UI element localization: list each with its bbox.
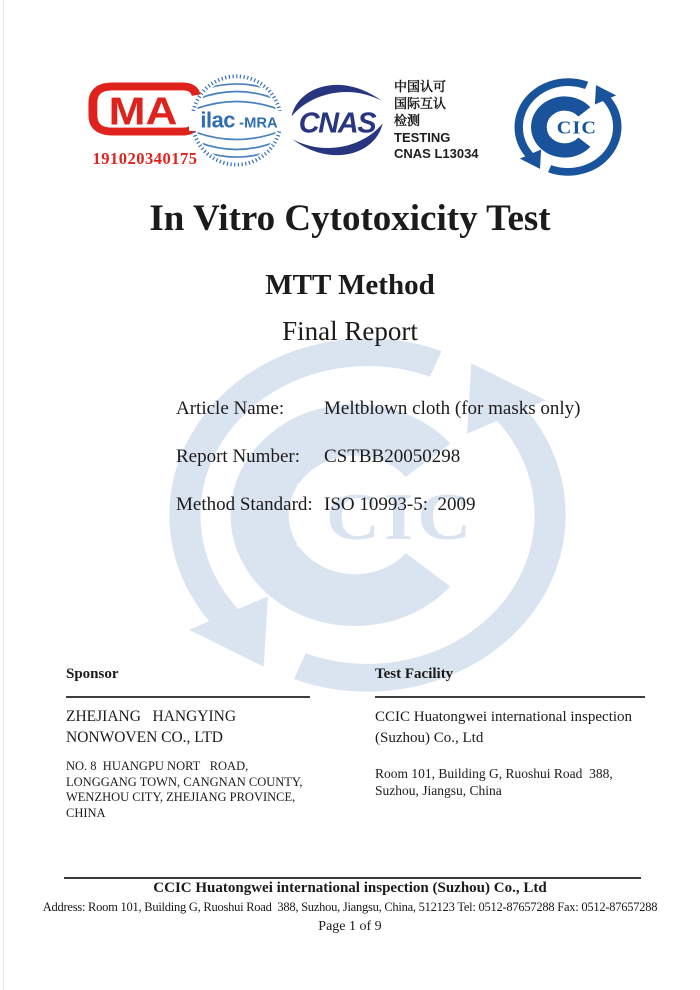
detail-label: Method Standard: — [176, 494, 313, 515]
footer-address: Address: Room 101, Building G, Ruoshui Road 388, Suzhou, Jiangsu, China, 512123 Tel: 0512-87657288 Fax: 0512-87657288 — [42, 900, 658, 914]
report-type-title: Final Report — [282, 316, 418, 346]
sponsor-address-line: NO. 8 HUANGPU NORT ROAD, — [66, 759, 249, 773]
detail-value: CSTBB20050298 — [324, 446, 461, 467]
detail-label: Article Name: — [176, 398, 285, 419]
test-facility-company-line: (Suzhou) Co., Ltd — [375, 730, 484, 746]
detail-value: Meltblown cloth (for masks only) — [324, 398, 581, 419]
sponsor-section — [66, 666, 310, 821]
ccic-logo — [512, 76, 624, 178]
method-title: MTT Method — [265, 269, 435, 301]
detail-label: Report Number: — [176, 446, 301, 467]
cma-mark-icon — [86, 76, 204, 142]
detail-row-article-name — [176, 396, 580, 421]
scan-edge-line — [3, 0, 4, 990]
accreditation-line-cn3: 检测 — [394, 114, 421, 129]
test-facility-address-line: Suzhou, Jiangsu, China — [375, 782, 502, 798]
sponsor-divider — [66, 696, 310, 698]
cma-logo — [86, 76, 204, 169]
testing-label: TESTING — [394, 130, 451, 145]
test-facility-company — [375, 707, 645, 749]
ilac-text: ilac — [200, 107, 235, 133]
accreditation-text — [394, 79, 479, 162]
main-title: In Vitro Cytotoxicity Test — [149, 198, 551, 239]
cnas-logo — [287, 78, 387, 162]
ilac-mra-logo — [189, 73, 284, 168]
detail-value: ISO 10993-5: 2009 — [324, 494, 476, 515]
accreditation-line-cn2: 国际互认 — [394, 97, 447, 112]
mra-text: -MRA — [239, 115, 278, 132]
detail-row-report-number — [176, 444, 580, 469]
test-facility-section — [375, 666, 645, 799]
footer-divider — [64, 877, 641, 879]
footer-company: CCIC Huatongwei international inspection (Suzhou) Co., Ltd — [153, 880, 547, 896]
sponsor-address — [66, 759, 310, 821]
accreditation-line-cn1: 中国认可 — [394, 80, 447, 95]
sponsor-company-line: ZHEJIANG HANGYING — [66, 708, 237, 725]
detail-row-method-standard — [176, 492, 580, 517]
test-facility-heading: Test Facility — [375, 666, 454, 682]
sponsor-company — [66, 706, 310, 748]
sponsor-address-line: CHINA — [66, 805, 106, 820]
page-number: Page 1 of 9 — [318, 919, 382, 934]
cnas-certificate-number: CNAS L13034 — [394, 146, 479, 161]
test-facility-company-line: CCIC Huatongwei international inspection — [375, 709, 633, 725]
cma-certificate-number: 191020340175 — [92, 149, 198, 168]
test-facility-address-line: Room 101, Building G, Ruoshui Road 388, — [375, 766, 613, 781]
test-facility-divider — [375, 696, 645, 698]
cnas-letters: CNAS — [298, 107, 376, 140]
report-details — [176, 396, 580, 540]
sponsor-heading: Sponsor — [66, 666, 119, 682]
sponsor-address-line: LONGGANG TOWN, CANGNAN COUNTY, — [66, 774, 303, 789]
cma-letters: MA — [108, 89, 178, 134]
test-facility-address — [375, 766, 645, 799]
sponsor-address-line: WENZHOU CITY, ZHEJIANG PROVINCE, — [66, 790, 296, 804]
sponsor-company-line: NONWOVEN CO., LTD — [66, 729, 223, 746]
